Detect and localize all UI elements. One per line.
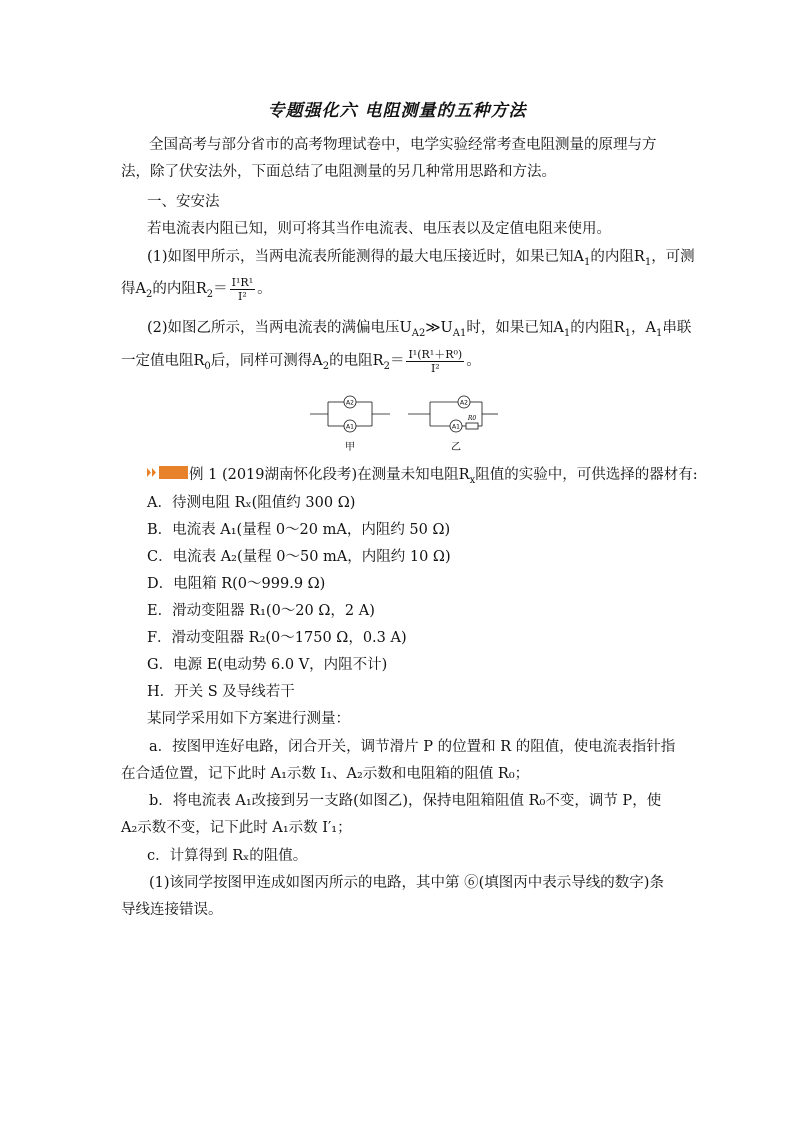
example-marker-icon [147, 465, 189, 485]
option-e: E．滑动变阻器 R₁(0～20 Ω，2 A) [147, 603, 375, 619]
option-g: G．电源 E(电动势 6.0 V，内阻不计) [147, 657, 388, 673]
intro-paragraph: 全国高考与部分省市的高考物理试卷中，电学实验经常考查电阻测量的原理与方法，除了伏安法外，下面总结了电阻测量的另几种常用思路和方法。 [121, 137, 657, 180]
page-title: 专题强化六 电阻测量的五种方法 [267, 101, 527, 121]
option-d: D．电阻箱 R(0～999.9 Ω) [147, 576, 326, 592]
step-b: b．将电流表 A₁改接到另一支路(如图乙)，保持电阻箱阻值 R₀不变，调节 P，使 A₂示数不变，记下此时 A₁示数 I′₁； [121, 793, 662, 836]
circuit-jia [310, 396, 390, 453]
plan-intro: 某同学采用如下方案进行测量： [147, 711, 350, 727]
step-a: a．按图甲连好电路，闭合开关，调节滑片 P 的位置和 R 的阻值，使电流表指针指在合适位置，记下此时 A₁示数 I₁、A₂示数和电阻箱的阻值 R₀； [121, 739, 676, 782]
figure-label-yi: 乙 [451, 442, 461, 453]
ammeter-a2-label: A2 [346, 399, 354, 407]
figure-label-jia: 甲 [345, 442, 355, 453]
option-f: F．滑动变阻器 R₂(0～1750 Ω，0.3 A) [147, 630, 407, 646]
ammeter-a1-label: A1 [346, 423, 354, 431]
question-1: (1)该同学按图甲连成如图丙所示的电路，其中第 ⑥(填图丙中表示导线的数字)条导线连接错误。 [121, 875, 664, 918]
formula-fraction-1: $\frac{\text{I¹R¹}}{\text{I²}}$ [231, 275, 254, 303]
resistor-r0-label: R0 [467, 415, 477, 422]
method-2-line-2: 一定值电阻$R_0$后，同样可测得$A_2$的电阻$R_2=$ $\frac{\text{I¹(R¹＋R⁰)}}{\text{I²}}$ 。 [121, 347, 481, 375]
ammeter-a2-label-yi: A2 [460, 399, 468, 407]
option-c: C．电流表 A₂(量程 0～50 mA，内阻约 10 Ω) [147, 549, 451, 565]
resistor-r0-symbol [466, 423, 478, 429]
step-c: c．计算得到 Rₓ的阻值。 [147, 848, 308, 864]
option-h: H．开关 S 及导线若干 [147, 684, 295, 700]
method-1-line-2: 得$A_2$的内阻$R_2=$ $\frac{\text{I¹R¹}}{\text{I²}}$ 。 [121, 275, 272, 303]
circuit-yi [408, 396, 498, 453]
method-1-line-1: (1)如图甲所示，当两电流表所能测得的最大电压接近时，如果已知$A_1$的内阻$R_1$，可测 [147, 249, 695, 268]
method-2-line-1: (2)如图乙所示，当两电流表的满偏电压$U_{A2}≫U_{A1}$时，如果已知$A_1$的内阻$R_1$，$A_1$串联 [147, 320, 692, 339]
section-heading: 一、安安法 [147, 194, 220, 210]
option-a: A．待测电阻 Rₓ(阻值约 300 Ω) [147, 495, 356, 511]
option-b: B．电流表 A₁(量程 0～20 mA，内阻约 50 Ω) [147, 522, 451, 538]
circuit-diagrams [300, 388, 500, 456]
example-intro: 例 1 (2019湖南怀化段考)在测量未知电阻$R_x$阻值的实验中，可供选择的器材有: [147, 465, 698, 491]
formula-fraction-2: $\frac{\text{I¹(R¹＋R⁰)}}{\text{I²}}$ [408, 347, 463, 375]
section-description: 若电流表内阻已知，则可将其当作电流表、电压表以及定值电阻来使用。 [147, 221, 611, 237]
ammeter-a1-label-yi: A1 [452, 423, 460, 431]
